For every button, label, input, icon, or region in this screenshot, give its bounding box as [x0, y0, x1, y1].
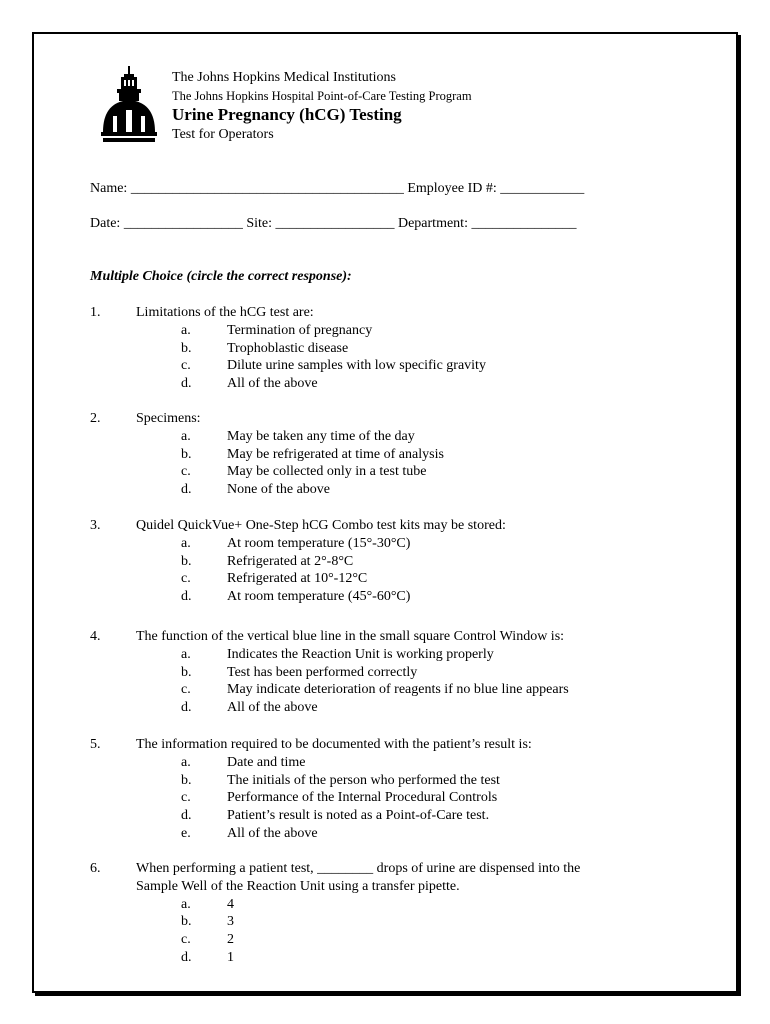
option-letter[interactable]: d.: [181, 700, 192, 716]
program-name: The Johns Hopkins Hospital Point-of-Care Testing Program: [172, 89, 472, 103]
option-text[interactable]: All of the above: [227, 826, 318, 841]
option-letter[interactable]: a.: [181, 646, 191, 662]
option-letter[interactable]: a.: [181, 535, 191, 551]
option-text[interactable]: Refrigerated at 10°-12°C: [227, 571, 368, 587]
option-letter[interactable]: a.: [181, 428, 191, 444]
option-text[interactable]: All of the above: [227, 700, 318, 716]
question-text: Sample Well of the Reaction Unit using a transfer pipette.: [136, 878, 460, 894]
option-letter[interactable]: b.: [181, 553, 192, 569]
option-letter[interactable]: d.: [181, 482, 192, 498]
question-text: Limitations of the hCG test are:: [136, 305, 314, 320]
option-letter[interactable]: c.: [181, 571, 191, 587]
section-heading: Multiple Choice (circle the correct response):: [90, 269, 352, 284]
option-text[interactable]: Trophoblastic disease: [227, 340, 349, 356]
question-number: 4.: [90, 629, 101, 644]
question-number: 2.: [90, 411, 101, 426]
option-text[interactable]: Date and time: [227, 754, 306, 770]
option-text[interactable]: Performance of the Internal Procedural Controls: [227, 790, 498, 806]
option-text[interactable]: 1: [227, 950, 234, 965]
option-text[interactable]: Test has been performed correctly: [227, 664, 418, 680]
option-text[interactable]: At room temperature (15°-30°C): [227, 535, 411, 551]
option-letter[interactable]: b.: [181, 772, 192, 788]
option-letter[interactable]: d.: [181, 376, 192, 392]
option-letter[interactable]: c.: [181, 932, 191, 948]
option-letter[interactable]: c.: [181, 682, 191, 698]
date-site-department-line[interactable]: Date: _________________ Site: _________________ Department: _______________: [90, 216, 577, 231]
question-text: The information required to be documented with the patient’s result is:: [136, 737, 532, 752]
option-text[interactable]: Indicates the Reaction Unit is working properly: [227, 646, 494, 662]
option-text[interactable]: 3: [227, 914, 234, 930]
option-text[interactable]: Dilute urine samples with low specific gravity: [227, 358, 486, 374]
option-text[interactable]: May be collected only in a test tube: [227, 464, 427, 480]
option-text[interactable]: The initials of the person who performed the test: [227, 772, 500, 788]
option-letter[interactable]: a.: [181, 322, 191, 338]
test-subtitle: Test for Operators: [172, 127, 274, 142]
name-employee-id-line[interactable]: Name: _______________________________________ Employee ID #: ____________: [90, 181, 585, 196]
question-text: Specimens:: [136, 411, 201, 426]
option-letter[interactable]: c.: [181, 358, 191, 374]
question-number: 1.: [90, 305, 101, 320]
question-number: 3.: [90, 518, 101, 533]
test-title: Urine Pregnancy (hCG) Testing: [172, 105, 402, 124]
option-letter[interactable]: a.: [181, 754, 191, 770]
question-number: 6.: [90, 861, 101, 876]
option-letter[interactable]: d.: [181, 950, 192, 965]
option-text[interactable]: None of the above: [227, 482, 331, 498]
dome-icon: [101, 66, 157, 146]
option-text[interactable]: May be taken any time of the day: [227, 428, 415, 444]
option-text[interactable]: 2: [227, 932, 234, 948]
question-number: 5.: [90, 737, 101, 752]
question-text: Quidel QuickVue+ One-Step hCG Combo test kits may be stored:: [136, 518, 506, 533]
option-letter[interactable]: a.: [181, 896, 191, 912]
option-text[interactable]: 4: [227, 896, 234, 912]
option-letter[interactable]: d.: [181, 589, 192, 605]
option-text[interactable]: All of the above: [227, 376, 318, 392]
option-text[interactable]: Termination of pregnancy: [227, 322, 373, 338]
option-letter[interactable]: d.: [181, 808, 192, 824]
question-text: The function of the vertical blue line in the small square Control Window is:: [136, 629, 565, 644]
question-text: When performing a patient test, ________ drops of urine are dispensed into the: [136, 861, 581, 876]
option-letter[interactable]: b.: [181, 340, 192, 356]
option-letter[interactable]: e.: [181, 826, 191, 841]
option-letter[interactable]: c.: [181, 790, 191, 806]
option-letter[interactable]: c.: [181, 464, 191, 480]
option-text[interactable]: May be refrigerated at time of analysis: [227, 446, 444, 462]
option-text[interactable]: At room temperature (45°-60°C): [227, 589, 411, 605]
option-letter[interactable]: b.: [181, 446, 192, 462]
option-text[interactable]: Refrigerated at 2°-8°C: [227, 553, 354, 569]
option-letter[interactable]: b.: [181, 914, 192, 930]
option-text[interactable]: May indicate deterioration of reagents if no blue line appears: [227, 682, 569, 698]
institution-name: The Johns Hopkins Medical Institutions: [172, 70, 396, 85]
page-border: [32, 32, 738, 993]
option-letter[interactable]: b.: [181, 664, 192, 680]
option-text[interactable]: Patient’s result is noted as a Point-of-Care test.: [227, 808, 490, 824]
